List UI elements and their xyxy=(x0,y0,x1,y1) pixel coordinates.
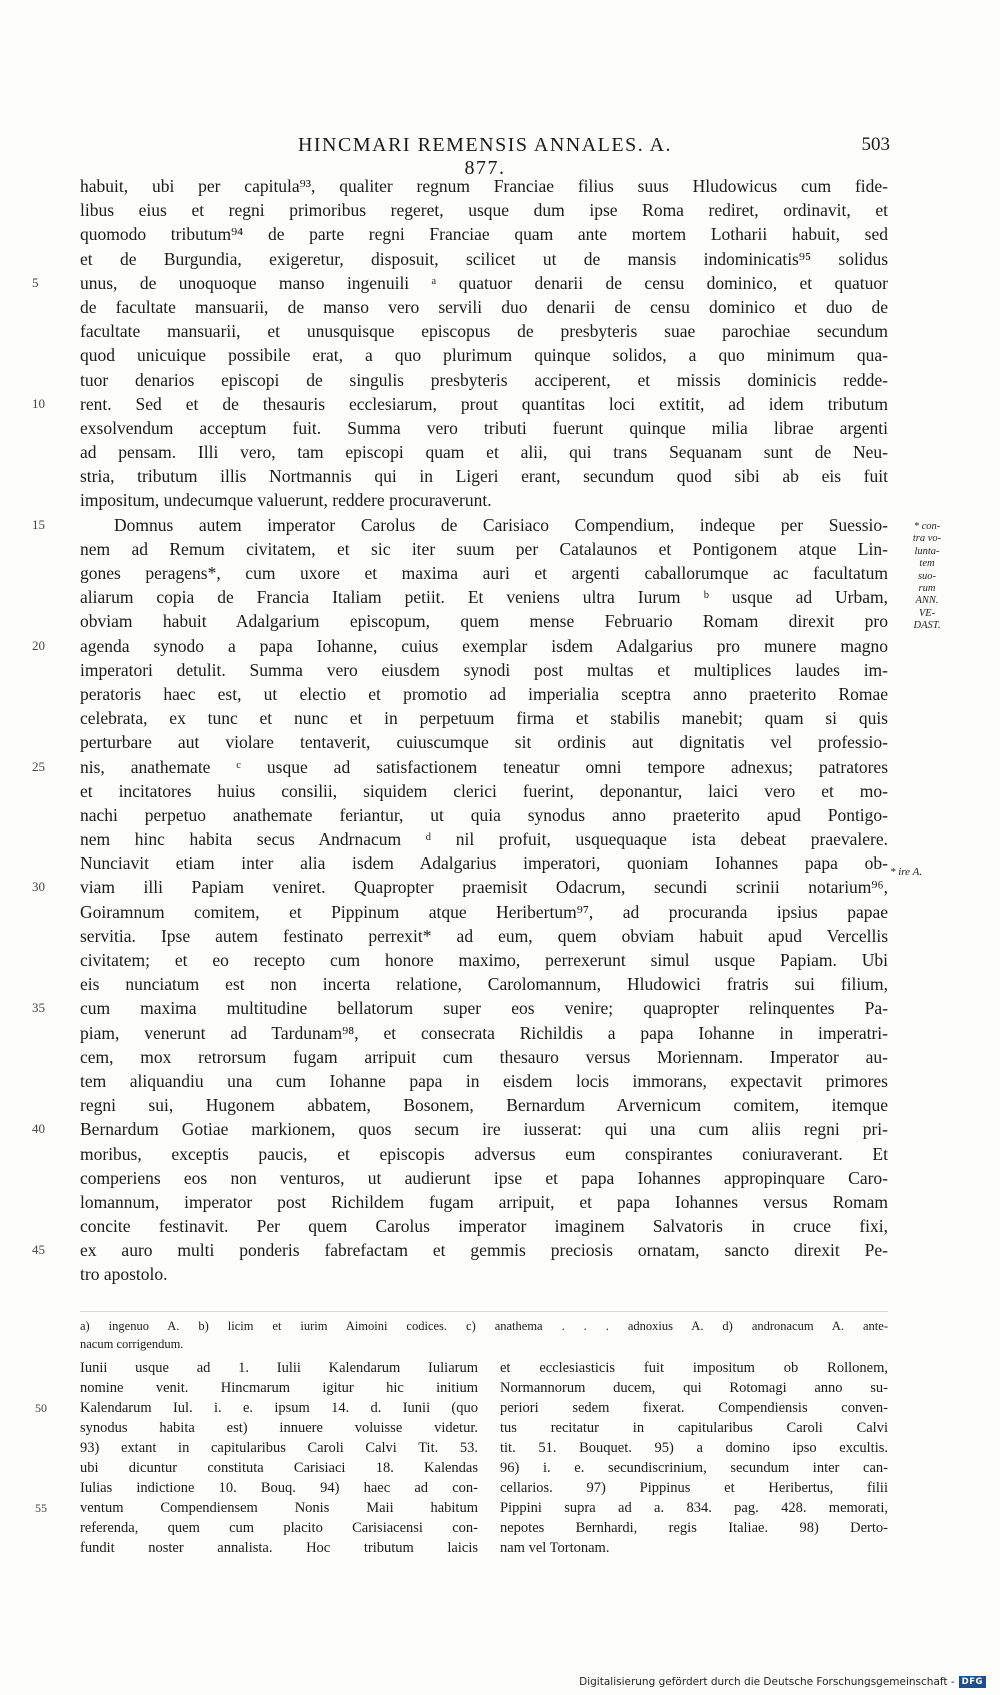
text-line xyxy=(80,198,888,222)
text-line xyxy=(32,1238,888,1262)
text-line xyxy=(80,1045,888,1069)
text-line xyxy=(80,948,888,972)
footnote-line: nam vel Tortonam. xyxy=(500,1540,610,1556)
footnote-line-content: ventum Compendiensem Nonis Maii habitum xyxy=(80,1500,478,1516)
text-line xyxy=(32,875,888,899)
credit-text: Digitalisierung gefördert durch die Deutsche Forschungsgemeinschaft - xyxy=(579,1676,955,1688)
text-line xyxy=(80,368,888,392)
text-line-content: et de Burgundia, exigeretur, disposuit, scilicet ut de mansis indominicatis⁹⁵ solidus xyxy=(80,248,888,269)
text-line-content: quod unicuique possibile erat, a quo plurimum quinque solidos, a quo minimum qua- xyxy=(80,345,888,366)
text-line xyxy=(32,1117,888,1141)
text-line-content: cum maxima multitudine bellatorum super eos venire; quapropter relinquentes Pa- xyxy=(80,998,888,1019)
line-number: 5 xyxy=(32,274,39,290)
footnote-line xyxy=(80,1358,478,1378)
text-line-content: nem hinc habita secus Andrnacum ᵈ nil profuit, usquequaque ista debeat praevalere. xyxy=(80,829,888,850)
footnote-line-content: Iunii usque ad 1. Iulii Kalendarum Iuliarum xyxy=(80,1360,478,1376)
text-line xyxy=(80,295,888,319)
footnote-line xyxy=(80,1478,478,1498)
text-line xyxy=(80,851,888,875)
text-line-content: facultate mansuarii, et unusquisque episcopus de presbyteris suae parochiae secundum xyxy=(80,321,888,342)
text-line xyxy=(80,1262,888,1286)
line-number: 10 xyxy=(32,395,45,411)
text-line-content: servitia. Ipse autem festinato perrexit* ad eum, quem obviam habuit apud Vercellis xyxy=(80,925,888,946)
footnote-line xyxy=(80,1458,478,1478)
text-line xyxy=(80,706,888,730)
footnote-line-content: 93) extant in capitularibus Caroli Calvi Tit. 53. xyxy=(80,1440,478,1456)
text-line-content: habuit, ubi per capitula⁹³, qualiter regnum Franciae filius suus Hludowicus cum fide- xyxy=(80,176,888,196)
text-line xyxy=(80,730,888,754)
text-line xyxy=(80,319,888,343)
text-line xyxy=(80,464,888,488)
text-line-content: peratoris haec est, ut electio et promotio ad imperialia sceptra anno praeterito Romae xyxy=(80,683,888,704)
text-line xyxy=(80,972,888,996)
text-line-content: lomannum, imperator post Richildem fugam arripuit, et papa Iohannes versus Romam xyxy=(80,1191,888,1212)
text-line-content: Domnus autem imperator Carolus de Carisiaco Compendium, indeque per Suessio- xyxy=(114,514,888,535)
text-line xyxy=(80,1021,888,1045)
text-line xyxy=(80,900,888,924)
text-line xyxy=(80,1069,888,1093)
footnote-line-content: fundit noster annalista. Hoc tributum laicis xyxy=(80,1540,478,1556)
line-number: 30 xyxy=(32,879,45,895)
footnote-line-content: synodus habita est) innuere voluisse videtur. xyxy=(80,1420,478,1436)
text-line xyxy=(80,222,888,246)
text-line-content: celebrata, ex tunc et nunc et in perpetuum firma et stabilis manebit; quam si quis xyxy=(80,708,888,729)
text-line-content: unus, de unoquoque manso ingenuili ᵃ quatuor denarii de censu dominico, et quatuor xyxy=(80,272,888,293)
footnote-line-content: Iulias indictione 10. Bouq. 94) haec ad con- xyxy=(80,1480,478,1496)
dfg-logo: DFG xyxy=(959,1676,986,1688)
text-line xyxy=(80,440,888,464)
text-line xyxy=(80,827,888,851)
text-line-content: nis, anathemate ᶜ usque ad satisfactionem teneatur omni tempore adnexus; patratores xyxy=(80,756,888,777)
line-number: 40 xyxy=(32,1121,45,1137)
footnote-line xyxy=(80,1538,478,1558)
text-line xyxy=(32,271,888,295)
text-line xyxy=(80,1142,888,1166)
text-line-content: stria, tributum illis Nortmannis qui in Ligeri erant, secundum quod sibi ab eis fuit xyxy=(80,466,888,487)
running-head-title: HINCMARI REMENSIS ANNALES. A. 877. xyxy=(297,134,673,179)
footnote-line xyxy=(80,1438,478,1458)
margin-note-line: VE- xyxy=(918,607,936,619)
footnote-line: tus recitatur in capitularibus Caroli Calvi xyxy=(500,1420,888,1436)
text-line-content: viam illi Papiam veniret. Quapropter praemisit Odacrum, secundi scrinii notarium⁹⁶, xyxy=(80,877,888,898)
text-line-content: Bernardum Gotiae markionem, quos secum ire iusserat: qui una cum aliis regni pri- xyxy=(80,1119,888,1140)
margin-note-line: * con- xyxy=(913,521,941,532)
text-line-content: civitatem; et eo recepto cum honore maximo, perrexerunt simul usque Papiam. Ubi xyxy=(80,950,888,970)
variant-line: a) ingenuo A. b) licim et iurim Aimoini codices. c) anathema . . . adnoxius A. d) andronacum A. ante- xyxy=(80,1319,888,1333)
variant-line: nacum corrigendum. xyxy=(80,1337,184,1351)
text-line-content: impositum, undecumque valuerunt, reddere procuraverunt. xyxy=(80,490,492,511)
footnote-line: Pippini supra ad a. 834. pag. 428. memorati, xyxy=(500,1500,888,1516)
footnote-line: tit. 51. Bouquet. 95) a domino ipso excultis. xyxy=(500,1440,888,1456)
line-number: 50 xyxy=(35,1401,47,1415)
text-line xyxy=(32,634,888,658)
margin-note-line: suo- xyxy=(917,570,937,582)
main-text-block xyxy=(32,174,888,1287)
footnote-line-content: ubi dicuntur constituta Carisiaci 18. Kalendas xyxy=(80,1460,478,1476)
text-line-content: agenda synodo a papa Iohanne, cuius exemplar isdem Adalgarius pro munere magno xyxy=(80,635,888,656)
text-line-content: regni sui, Hugonem abbatem, Bosonem, Bernardum Arvernicum comitem, itemque xyxy=(80,1095,888,1116)
text-line xyxy=(80,488,888,512)
text-line-content: de facultate mansuarii, de manso vero servili duo denarii de censu dominico et duo de xyxy=(80,296,888,317)
footnote-line xyxy=(80,1378,478,1398)
footnote-line-content: referenda, quem cum placito Carisiacensi con- xyxy=(80,1520,478,1536)
text-line xyxy=(80,537,888,561)
text-line-content: tem aliquandiu una cum Iohanne papa in eisdem locis immorans, expectavit primores xyxy=(80,1070,888,1091)
footnote-line-content: Kalendarum Iul. i. e. ipsum 14. d. Iunii (quo xyxy=(80,1400,478,1416)
page-number: 503 xyxy=(861,134,890,155)
text-line xyxy=(80,1166,888,1190)
text-line-content: perturbare aut violare tentaverit, cuiuscumque sit ordinis aut dignitatis vel professio- xyxy=(80,732,888,753)
text-line xyxy=(80,682,888,706)
text-line xyxy=(80,174,888,198)
text-line-content: nachi perpetuo anathemate feriantur, ut quia synodus anno praeterito apud Pontigo- xyxy=(80,804,888,825)
footnote-line: periori sedem fixerat. Compendiensis conven- xyxy=(500,1400,888,1416)
margin-note-ire: * ire A. xyxy=(890,866,923,878)
text-line-content: concite festinavit. Per quem Carolus imperator imaginem Salvatoris in cruce fixi, xyxy=(80,1216,888,1237)
text-line-content: nem ad Remum civitatem, et sic iter suum per Catalaunos et Pontigonem atque Lin- xyxy=(80,538,888,559)
footnote-line xyxy=(80,1518,478,1538)
text-line-content: comperiens eos non venturos, ut audierunt ipse et papa Iohannes appropinquare Caro- xyxy=(80,1167,888,1188)
text-line xyxy=(80,247,888,271)
text-line-content: ad pensam. Illi vero, tam episcopi quam et alii, qui trans Sequanam sunt de Neu- xyxy=(80,442,888,463)
footnote-line xyxy=(35,1398,478,1418)
text-line xyxy=(80,416,888,440)
text-line-content: quomodo tributum⁹⁴ de parte regni Franciae quam ante mortem Lotharii habuit, sed xyxy=(80,224,888,245)
text-line xyxy=(80,343,888,367)
text-line-content: eis nunciatum est non incerta relatione, Carolomannum, Hludowici fratris sui filium, xyxy=(80,974,888,995)
line-number: 55 xyxy=(35,1501,47,1515)
footnote-line xyxy=(80,1418,478,1438)
text-line-content: obviam habuit Adalgarium episcopum, quem mense Februario Romam direxit pro xyxy=(80,611,888,632)
critical-apparatus xyxy=(80,1317,888,1353)
text-line-content: et incitatores huius consilii, siquidem clerici fuerint, deponantur, laici vero et mo- xyxy=(80,780,888,801)
footnote-line-content: nomine venit. Hincmarum igitur hic initium xyxy=(80,1380,478,1396)
text-line xyxy=(80,924,888,948)
text-line-content: exsolvendum acceptum fuit. Summa vero tributi fuerunt quinque milia librae argenti xyxy=(80,417,888,438)
footnotes-left-column xyxy=(35,1358,478,1558)
text-line xyxy=(32,392,888,416)
margin-note-line: tem xyxy=(919,558,935,570)
footnotes-right-column xyxy=(500,1358,888,1558)
text-line xyxy=(80,585,888,609)
text-line-content: imperatori detulit. Summa vero eiusdem synodi post multas et multiplices laudes im- xyxy=(80,659,888,680)
footnote-line xyxy=(35,1498,478,1518)
text-line xyxy=(80,803,888,827)
text-line-content: gones peragens*, cum uxore et maxima auri et argenti caballorumque ac facultatum xyxy=(80,563,888,583)
text-line-content: Nunciavit etiam inter alia isdem Adalgarius imperatori, quoniam Iohannes papa ob- xyxy=(80,853,888,874)
footnote-line: 96) i. e. secundiscrinium, secundum inter can- xyxy=(500,1460,888,1476)
text-line xyxy=(32,755,888,779)
text-line xyxy=(80,1093,888,1117)
line-number: 35 xyxy=(32,1000,45,1016)
text-line xyxy=(80,658,888,682)
line-number: 25 xyxy=(32,758,45,774)
footnote-line: Normannorum ducem, qui Rotomagi anno su- xyxy=(500,1380,888,1396)
margin-note-line: ANN. xyxy=(915,595,939,607)
line-number: 15 xyxy=(32,516,45,532)
text-line xyxy=(80,779,888,803)
footnote-line: et ecclesiasticis fuit impositum ob Rollonem, xyxy=(500,1360,888,1376)
text-line-content: ex auro multi ponderis fabrefactam et gemmis preciosis ornatam, sancto direxit Pe- xyxy=(80,1240,888,1261)
margin-note-line: DAST. xyxy=(913,620,941,632)
footnote-separator xyxy=(80,1311,888,1312)
text-line-content: tro apostolo. xyxy=(80,1264,168,1285)
text-line-content: libus eius et regni primoribus regeret, usque dum ipse Roma rediret, ordinavit, et xyxy=(80,200,888,221)
footnote-line: cellarios. 97) Pippinus et Heribertus, filii xyxy=(500,1480,888,1496)
footnote-line: nepotes Bernhardi, regis Italiae. 98) Derto- xyxy=(500,1520,888,1536)
text-line-content: Goiramnum comitem, et Pippinum atque Heribertum⁹⁷, ad procuranda ipsius papae xyxy=(80,901,888,922)
line-number: 20 xyxy=(32,637,45,653)
running-head xyxy=(0,134,1000,179)
margin-note-line: rum xyxy=(918,583,936,595)
margin-note-contra-voluntatem xyxy=(897,521,957,633)
text-line xyxy=(80,1214,888,1238)
digitization-credit xyxy=(579,1676,986,1688)
line-number: 45 xyxy=(32,1242,45,1258)
text-line xyxy=(32,513,888,537)
text-line xyxy=(80,561,888,585)
text-line-content: tuor denarios episcopi de singulis presbyteris acciperent, et missis dominicis redde- xyxy=(80,369,888,390)
margin-note-line: lunta- xyxy=(914,545,940,557)
text-line-content: moribus, exceptis paucis, et episcopis adversus eum conspirantes coniuraverant. Et xyxy=(80,1143,888,1164)
text-line-content: cem, mox retrorsum fugam arripuit cum thesauro versus Moriennam. Imperator au- xyxy=(80,1046,888,1067)
text-line xyxy=(32,996,888,1020)
text-line-content: aliarum copia de Francia Italiam petiit. Et veniens ultra Iurum ᵇ usque ad Urbam, xyxy=(80,587,888,608)
text-line xyxy=(80,609,888,633)
text-line-content: piam, venerunt ad Tardunam⁹⁸, et consecrata Richildis a papa Iohanne in imperatri- xyxy=(80,1022,888,1043)
margin-note-line: tra vo- xyxy=(912,533,942,545)
text-line xyxy=(80,1190,888,1214)
text-line-content: rent. Sed et de thesauris ecclesiarum, prout quantitas loci extitit, ad idem tributum xyxy=(80,393,888,414)
